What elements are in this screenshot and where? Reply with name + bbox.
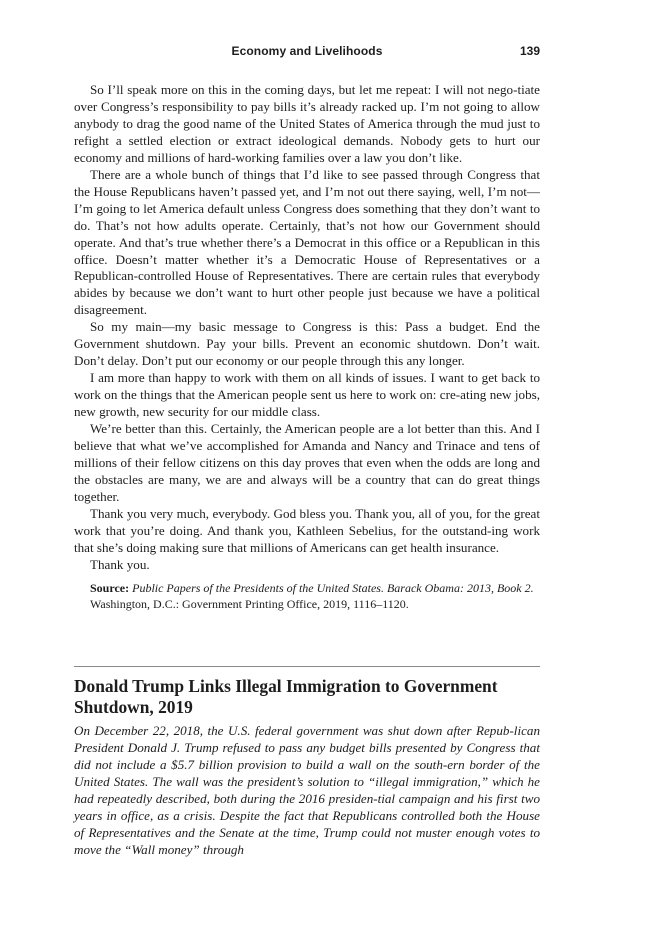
source-citation (74, 580, 540, 612)
paragraph: So I’ll speak more on this in the coming days, but let me repeat: I will not nego-tiate over Congress’s responsibility to pay bills it’s already racked up. I’m not going to allow anybody to drag the good name of the United States of America through the mud just to refight a settled election or extract ideological demands. Nobody gets to hurt our economy and millions of hard-working families over a law you don’t like. (74, 82, 540, 165)
section-title: Donald Trump Links Illegal Immigration to Government Shutdown, 2019 (74, 676, 498, 717)
section-divider (74, 666, 540, 667)
paragraph: Thank you. (90, 556, 150, 572)
page-number: 139 (519, 44, 540, 58)
speech-body (74, 82, 540, 612)
paragraph: So my main—my basic message to Congress is this: Pass a budget. End the Government shutdown. Pay your bills. Prevent an economic shutdown. Don’t wait. Don’t delay. Don’t put our economy or our people through this any longer. (74, 319, 540, 369)
section-intro: On December 22, 2018, the U.S. federal government was shut down after Repub-lican President Donald J. Trump refused to pass any budget bills presented by Congress that did not include a $5.7 billion provision to build a wall on the south-ern border of the United States. The wall was the president’s solution to “illegal immigration,” which he had repeatedly described, both during the 2016 presiden-tial campaign and his first two years in office, as a crisis. Despite the fact that Republicans controlled both the House of Representatives and the Senate at the time, Trump could not muster enough votes to move the “Wall money” through (74, 723, 540, 857)
source-label: Source: (90, 580, 130, 595)
paragraph: We’re better than this. Certainly, the American people are a lot better than this. And I believe that what we’ve accomplished for Amanda and Nancy and Trinace and tens of millions of their fellow citizens on this day proves that even when the odds are long and the obstacles are many, we are and always will be a country that can do great things together. (74, 421, 540, 504)
paragraph: I am more than happy to work with them on all kinds of issues. I want to get back to work on the things that the American people sent us here to work on: cre-ating new jobs, new growth, new security for our middle class. (74, 370, 540, 420)
paragraph: Thank you very much, everybody. God bless you. Thank you, all of you, for the great work that you’re doing. And thank you, Kathleen Sebelius, for the outstand-ing work that she’s doing making sure that millions of Americans can get health insurance. (74, 505, 540, 555)
paragraph: There are a whole bunch of things that I’d like to see passed through Congress that the House Republicans haven’t passed yet, and I’m not out there saying, well, I’m not—I’m going to let America default unless Congress does something that they don’t want to do. That’s not how adults operate. Certainly, that’s not how our Government should operate. And that’s true whether there’s a Democrat in this office or a Republican in this office. Doesn’t matter whether it’s a Democratic House of Representatives or a Republican-controlled House of Representatives. There are certain rules that everybody abides by because we don’t want to hurt other people just because we have a political disagreement. (74, 166, 540, 318)
document-section (74, 676, 540, 859)
running-header (74, 44, 540, 60)
source-title: Public Papers of the Presidents of the United States. Barack Obama: 2013, Book 2. (132, 580, 534, 595)
running-title: Economy and Livelihoods (231, 44, 383, 58)
source-details: Washington, D.C.: Government Printing Office, 2019, 1116–1120. (90, 596, 409, 611)
